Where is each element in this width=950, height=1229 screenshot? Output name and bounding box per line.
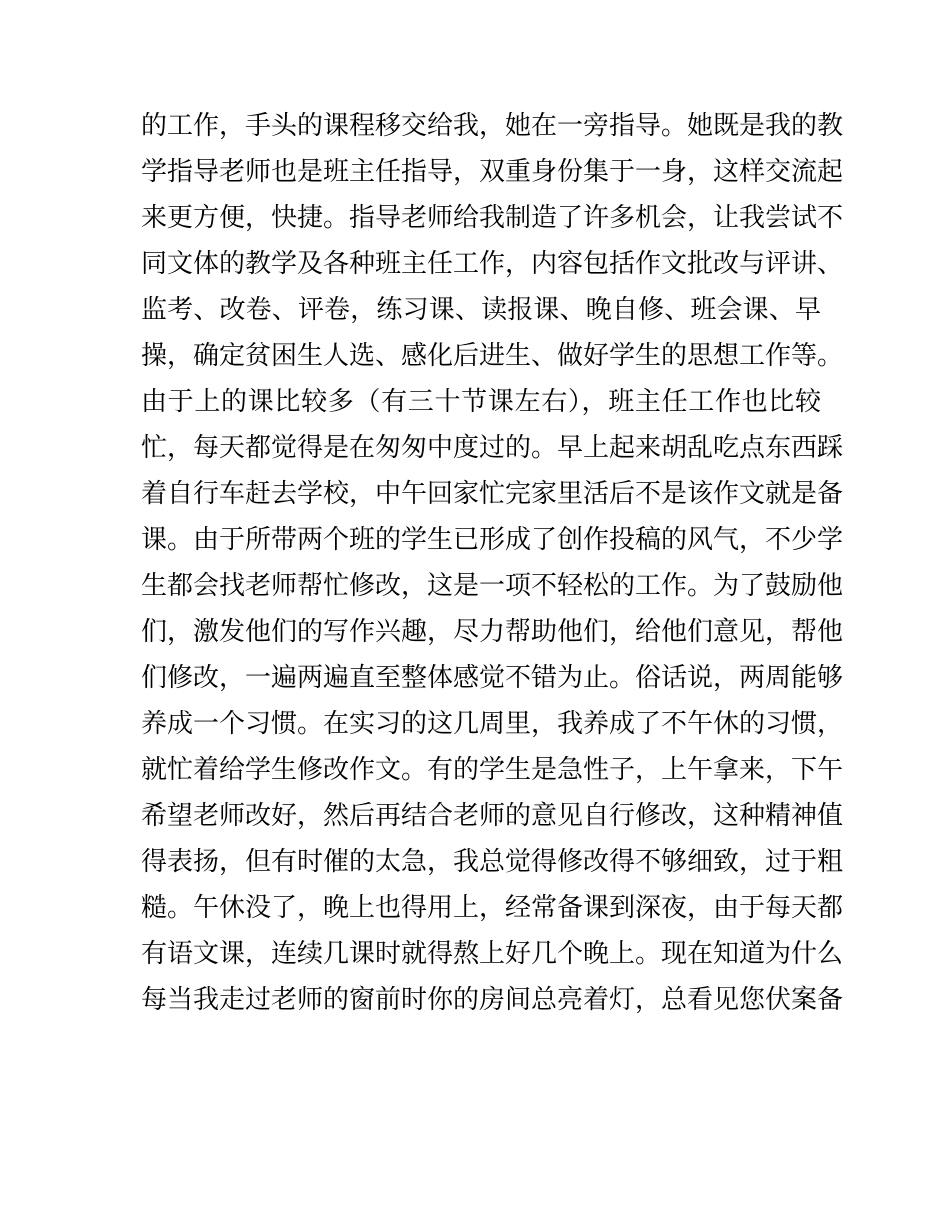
text-line: 的工作，手头的课程移交给我，她在一旁指导。她既是我的教	[141, 111, 844, 141]
text-line: 同文体的教学及各种班主任工作，内容包括作文批改与评讲、	[141, 249, 844, 279]
text-line: 由于上的课比较多（有三十节课左右），班主任工作也比较	[141, 387, 821, 417]
body-text	[141, 103, 844, 1023]
text-line: 得表扬，但有时催的太急，我总觉得修改得不够细致，过于粗	[141, 847, 844, 877]
text-line: 每当我走过老师的窗前时你的房间总亮着灯，总看见您伏案备	[141, 985, 844, 1015]
text-line: 们修改，一遍两遍直至整体感觉不错为止。俗话说，两周能够	[141, 663, 844, 693]
text-line: 忙，每天都觉得是在匆匆中度过的。早上起来胡乱吃点东西踩	[141, 433, 844, 463]
text-line: 操，确定贫困生人选、感化后进生、做好学生的思想工作等。	[141, 341, 844, 371]
text-line: 来更方便，快捷。指导老师给我制造了许多机会，让我尝试不	[141, 203, 844, 233]
text-line: 就忙着给学生修改作文。有的学生是急性子，上午拿来，下午	[141, 755, 844, 785]
text-line: 希望老师改好，然后再结合老师的意见自行修改，这种精神值	[141, 801, 844, 831]
text-line: 养成一个习惯。在实习的这几周里，我养成了不午休的习惯，	[141, 709, 844, 739]
text-line: 监考、改卷、评卷，练习课、读报课、晚自修、班会课、早	[141, 295, 821, 325]
text-line: 们，激发他们的写作兴趣，尽力帮助他们，给他们意见，帮他	[141, 617, 844, 647]
text-line: 糙。午休没了，晚上也得用上，经常备课到深夜，由于每天都	[141, 893, 844, 923]
text-line: 课。由于所带两个班的学生已形成了创作投稿的风气，不少学	[141, 525, 844, 555]
text-line: 学指导老师也是班主任指导，双重身份集于一身，这样交流起	[141, 157, 844, 187]
text-line: 有语文课，连续几课时就得熬上好几个晚上。现在知道为什么	[141, 939, 844, 969]
text-line: 生都会找老师帮忙修改，这是一项不轻松的工作。为了鼓励他	[141, 571, 844, 601]
text-line: 着自行车赶去学校，中午回家忙完家里活后不是该作文就是备	[141, 479, 844, 509]
